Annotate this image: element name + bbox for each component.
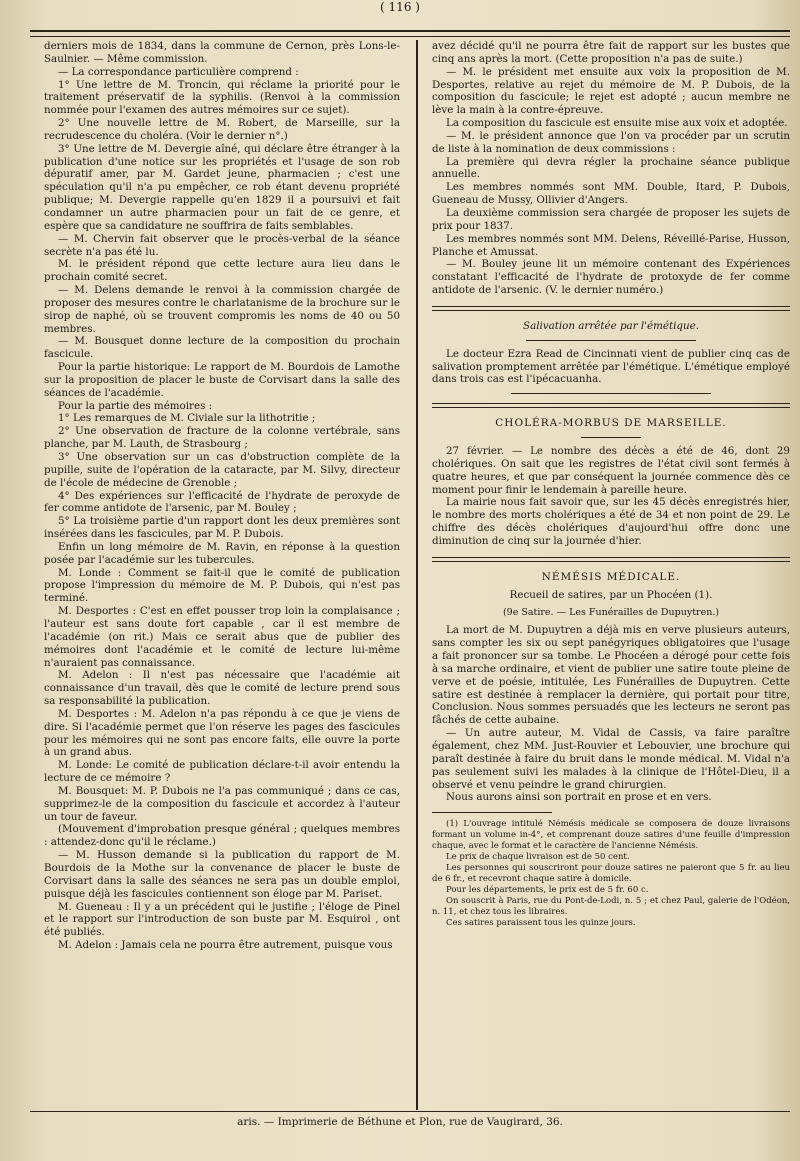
paragraph: M. Londe : Comment se fait-il que le comité de publication propose l'impression du mémoire de M. P. Dubois, qui n'est pas terminé. bbox=[44, 566, 400, 605]
right-column bbox=[432, 40, 790, 929]
paragraph: Le prix de chaque livraison est de 50 cent. bbox=[446, 852, 630, 863]
paragraph: (Mouvement d'improbation presque général ; quelques membres : attendez-donc qu'il le réclame.) bbox=[44, 823, 400, 849]
paragraph: 1° Les remarques de M. Civiale sur la lithotritie ; bbox=[58, 412, 316, 425]
title-rule bbox=[526, 340, 696, 341]
paragraph: 2° Une nouvelle lettre de M. Robert, de Marseille, sur la recrudescence du choléra. (Voir le dernier n°.) bbox=[44, 117, 400, 142]
paragraph: La mort de M. Dupuytren a déjà mis en verve plusieurs auteurs, sans compter les six ou sept panégyriques obligatoires que l'usage a fait prononcer sur sa tombe. Le Phocéen a dérogé pour cette fois à sa marche ordinaire, et vient de publier une satire toute pleine de verve et de poésie, intitulée, Les Funérailles de Dupuytren. Cette satire est destinée à remplacer la dernière, qui portait pour titre, Conclusion. Nous sommes persuadés que les lecteurs ne seront pas fâchés de cette aubaine. bbox=[432, 624, 790, 727]
nemesis-body bbox=[432, 624, 790, 804]
paragraph: — La correspondance particulière comprend : bbox=[58, 65, 299, 78]
cholera-title: CHOLÉRA-MORBUS DE MARSEILLE. bbox=[495, 417, 727, 430]
paragraph: Les membres nommés sont MM. Delens, Réveillé-Parise, Husson, Planche et Amussat. bbox=[432, 232, 790, 258]
salivation-text: Le docteur Ezra Read de Cincinnati vient de publier cinq cas de salivation promptement arrêtée par l'émétique. L'émétique employé dans trois cas est l'ipécacuanha. bbox=[432, 347, 790, 386]
academy-minutes-continued bbox=[432, 40, 790, 297]
paragraph: Ces satires paraissent tous les quinze jours. bbox=[446, 918, 636, 929]
paragraph: 2° Une observation de fracture de la colonne vertébrale, sans planche, par M. Lauth, de Strasbourg ; bbox=[44, 425, 400, 451]
section-rule bbox=[432, 306, 790, 311]
page-number: ( 116 ) bbox=[380, 0, 420, 14]
section-end-rule bbox=[511, 393, 711, 394]
paragraph: — M. Husson demande si la publication du rapport de M. Bourdois de la Mothe sur la convenance de placer le buste de Corvisart dans la salle des séances ne sera pas un double emploi, puisque déjà les fascicules contiennent son éloge par M. Pariset. bbox=[44, 849, 400, 900]
nemesis-title: NÉMÉSIS MÉDICALE. bbox=[541, 570, 681, 583]
paragraph: — Un autre auteur, M. Vidal de Cassis, va faire paraître également, chez MM. Just-Rouvier et Lebouvier, une brochure qui paraît destinée à faire du bruit dans le monde médical. M. Vidal n'a pas seulement suivi les malades à la clinique de l'Hôtel-Dieu, il a observé et venu peindre le grand chirurgien. bbox=[432, 727, 790, 791]
paragraph: — M. Bousquet donne lecture de la composition du prochain fascicule. bbox=[44, 335, 400, 361]
left-column bbox=[44, 40, 400, 952]
paragraph: M. Adelon : Jamais cela ne pourra être autrement, puisque vous bbox=[58, 939, 393, 952]
paragraph: M. Desportes : M. Adelon n'a pas répondu à ce que je viens de dire. Si l'académie permet que l'on réserve les pages des fascicules pour les mémoires qui ne sont pas encore faits, elle ouvre la porte à un grand abus. bbox=[44, 707, 400, 759]
paragraph: 1° Une lettre de M. Troncin, qui réclame la priorité pour le traitement préservatif de la syphilis. (Renvoi à la commission nommée pour l'examen des autres mémoires sur ce sujet). bbox=[44, 78, 400, 117]
paragraph: 4° Des expériences sur l'efficacité de l'hydrate de peroxyde de fer comme antidote de l'arsenic, par M. Bouley ; bbox=[44, 489, 400, 515]
paragraph: M. Adelon : Il n'est pas nécessaire que l'académie ait connaissance d'un travail, dès que le comité de lecture prend sous sa responsabilité la publication. bbox=[44, 669, 400, 708]
paragraph: Enfin un long mémoire de M. Ravin, en réponse à la question posée par l'académie sur les tubercules. bbox=[44, 540, 400, 566]
footnotes bbox=[432, 819, 790, 929]
paragraph: Les personnes qui souscriront pour douze satires ne paieront que 5 fr. au lieu de 6 fr., et recevront chaque satire à domicile. bbox=[432, 863, 790, 885]
paragraph: Nous aurons ainsi son portrait en prose et en vers. bbox=[446, 791, 712, 804]
paragraph: La mairie nous fait savoir que, sur les 45 décès enregistrés hier, le nombre des morts cholériques a été de 34 et non point de 29. Le chiffre des décès cholériques d'aujourd'hui offre donc une diminution de cinq sur la journée d'hier. bbox=[432, 496, 790, 547]
paragraph: M. Gueneau : Il y a un précédent qui le justifie ; l'éloge de Pinel et le rapport sur l'introduction de son buste par M. Esquirol , ont été publiés. bbox=[44, 900, 400, 939]
paragraph: On souscrit à Paris, rue du Pont-de-Lodi, n. 5 ; et chez Paul, galerie de l'Odéon, n. 11, et chez tous les libraires. bbox=[432, 896, 790, 918]
paragraph: avez décidé qu'il ne pourra être fait de rapport sur les bustes que cinq ans après la mort. (Cette proposition n'a pas de suite.) bbox=[432, 40, 790, 65]
paragraph: — M. le président met ensuite aux voix la proposition de M. Desportes, relative au rejet du mémoire de M. P. Dubois, de la composition du fascicule; le rejet est adopté ; aucun membre ne lève la main à la contre-épreuve. bbox=[432, 65, 790, 117]
title-rule bbox=[581, 437, 641, 438]
paragraph: M. Desportes : C'est en effet pousser trop loin la complaisance ; l'auteur est sans doute fort capable , car il est membre de l'académie (on rit.) Mais ce serait abus que de publier des mémoires dont l'académie et le comité de lecture lui-même n'auraient pas connaissance. bbox=[44, 605, 400, 669]
colophon: aris. — Imprimerie de Béthune et Plon, rue de Vaugirard, 36. bbox=[237, 1116, 563, 1128]
paragraph: — M. Chervin fait observer que le procès-verbal de la séance secrète n'a pas été lu. bbox=[44, 232, 400, 258]
paragraph: M. Londe: Le comité de publication déclare-t-il avoir entendu la lecture de ce mémoire ? bbox=[44, 759, 400, 785]
salivation-title: Salivation arrêtée par l'émétique. bbox=[523, 319, 699, 332]
paragraph: Pour les départements, le prix est de 5 fr. 60 c. bbox=[446, 885, 649, 896]
bottom-rule bbox=[30, 1111, 790, 1112]
section-rule bbox=[432, 403, 790, 408]
paragraph: M. le président répond que cette lecture aura lieu dans le prochain comité secret. bbox=[44, 258, 400, 284]
paragraph: 3° Une lettre de M. Devergie aîné, qui déclare être étranger à la publication d'une notice sur les propriétés et l'usage de son rob dépuratif amer, par M. Gardet jeune, pharmacien ; c'est une spéculation qu'il n'a pu empêcher, ce rob étant devenu propriété publique; M. Devergie rappelle qu'en 1829 il a poursuivi et fait condamner un autre pharmacien pour un fait de ce genre, et espère que sa candidature ne souffrira de faits semblables. bbox=[44, 142, 400, 232]
top-rule bbox=[30, 30, 790, 37]
paragraph: Pour la partie des mémoires : bbox=[58, 399, 213, 412]
nemesis-subtitle: Recueil de satires, par un Phocéen (1). bbox=[509, 588, 713, 601]
paragraph: 5° La troisième partie d'un rapport dont les deux premières sont insérées dans les fascicules, par M. P. Dubois. bbox=[44, 515, 400, 541]
paragraph: La composition du fascicule est ensuite mise aux voix et adoptée. bbox=[446, 117, 788, 130]
footnote-rule bbox=[432, 812, 552, 813]
paragraph: — M. Bouley jeune lit un mémoire contenant des Expériences constatant l'efficacité de l'hydrate de protoxyde de fer comme antidote de l'arsenic. (V. le dernier numéro.) bbox=[432, 258, 790, 297]
cholera-body bbox=[432, 445, 790, 548]
paragraph: — M. Delens demande le renvoi à la commission chargée de proposer des mesures contre le charlatanisme de la brochure sur le sirop de naphé, où se trouvent compromis les noms de 40 ou 50 membres. bbox=[44, 284, 400, 335]
paragraph: 27 février. — Le nombre des décès a été de 46, dont 29 cholériques. On sait que les registres de l'état civil sont fermés à quatre heures, et que par conséquent la journée commence dès ce moment pour finir le lendemain à pareille heure. bbox=[432, 445, 790, 496]
paragraph: Les membres nommés sont MM. Double, Itard, P. Dubois, Gueneau de Mussy, Ollivier d'Angers. bbox=[432, 181, 790, 207]
nemesis-satire-label: (9e Satire. — Les Funérailles de Dupuytren.) bbox=[502, 606, 720, 618]
paragraph: derniers mois de 1834, dans la commune de Cernon, près Lons-le-Saulnier. — Même commission. bbox=[44, 40, 400, 65]
paragraph: 3° Une observation sur un cas d'obstruction complète de la pupille, suite de l'opération de la cataracte, par M. Silvy, directeur de l'école de médecine de Grenoble ; bbox=[44, 451, 400, 489]
paragraph: (1) L'ouvrage intitulé Némésis médicale se composera de douze livraisons formant un volume in-4°, et comprenant douze satires d'une feuille d'impression chaque, avec le format et le caractère de l'ancienne Némésis. bbox=[432, 819, 790, 852]
paragraph: Pour la partie historique: Le rapport de M. Bourdois de Lamothe sur la proposition de placer le buste de Corvisart dans la salle des séances de l'académie. bbox=[44, 361, 400, 399]
paragraph: La première qui devra régler la prochaine séance publique annuelle. bbox=[432, 155, 790, 181]
paragraph: M. Bousquet: M. P. Dubois ne l'a pas communiqué ; dans ce cas, supprimez-le de la composition du fascicule et accordez à l'auteur un tour de faveur. bbox=[44, 784, 400, 823]
paragraph: — M. le président annonce que l'on va procéder par un scrutin de liste à la nomination de deux commissions : bbox=[432, 129, 790, 155]
section-rule bbox=[432, 557, 790, 562]
column-divider bbox=[416, 40, 418, 1110]
paragraph: La deuxième commission sera chargée de proposer les sujets de prix pour 1837. bbox=[432, 206, 790, 232]
